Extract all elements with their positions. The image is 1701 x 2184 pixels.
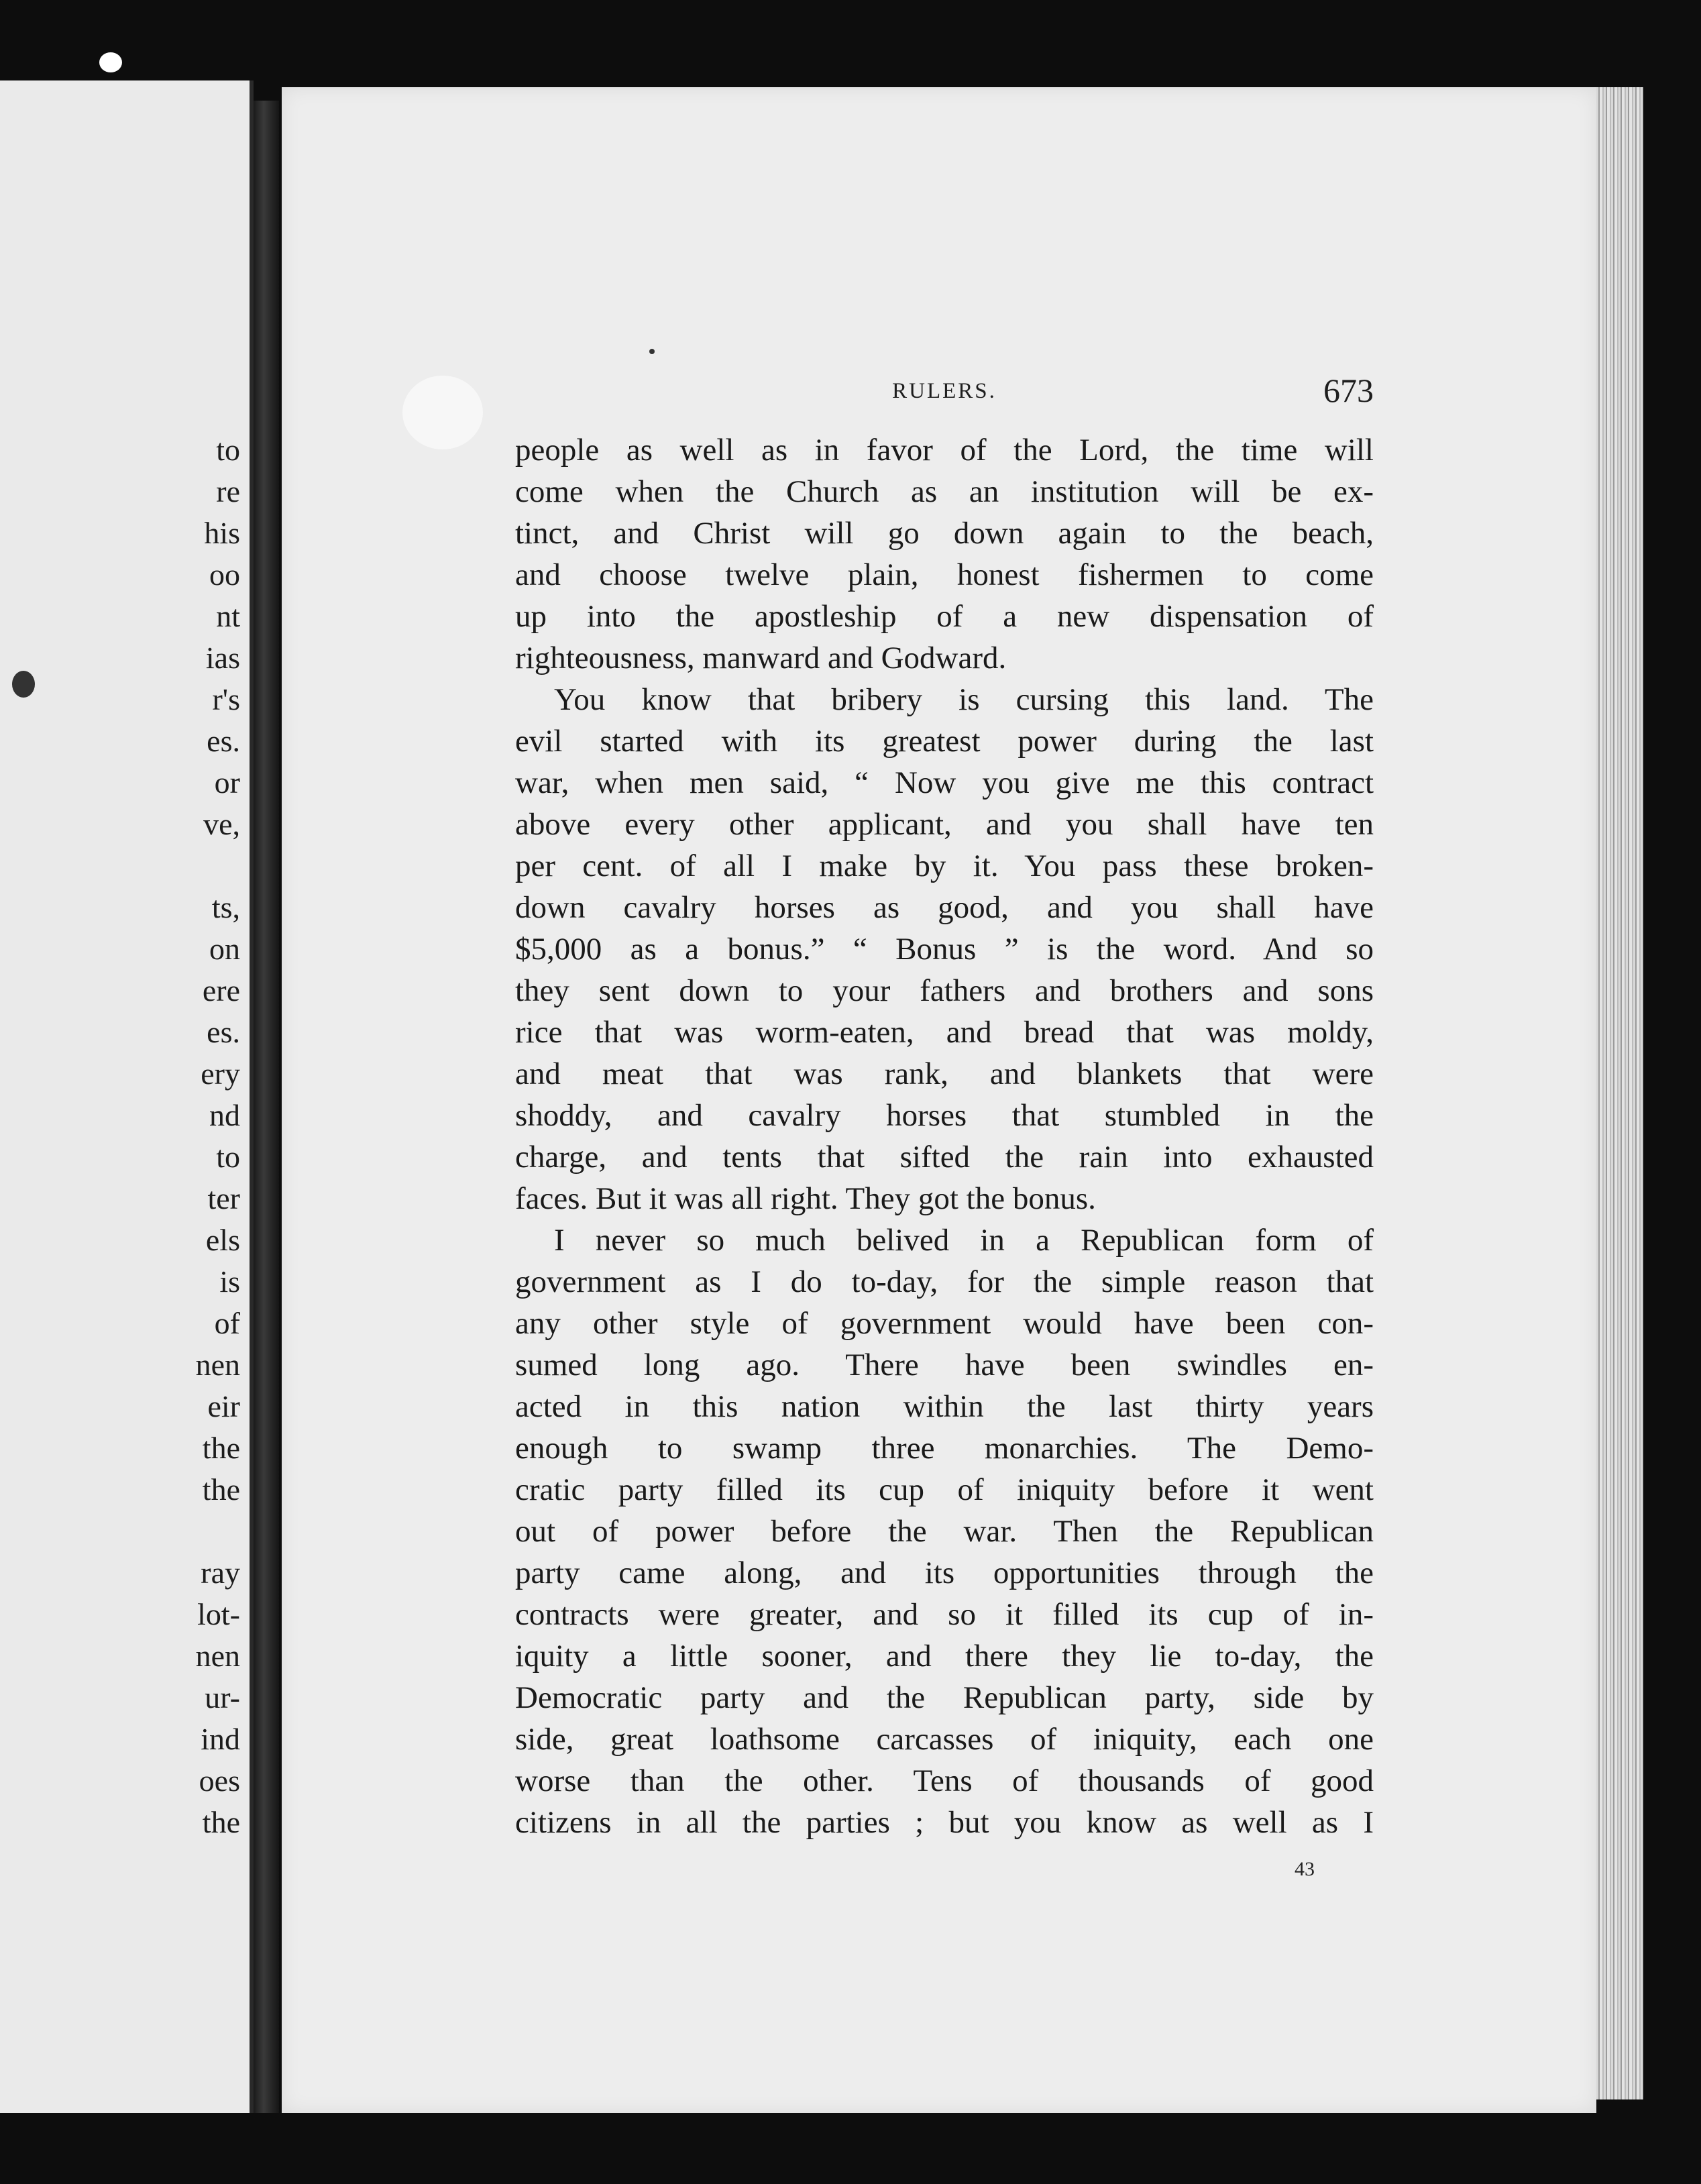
body-text bbox=[515, 429, 1374, 1843]
left-page-fragment: ery bbox=[201, 1056, 240, 1091]
text-line: out of power before the war. Then the Republican bbox=[515, 1514, 1374, 1549]
running-head-title: RULERS. bbox=[892, 379, 997, 403]
left-page-fragment: ias bbox=[205, 641, 240, 675]
left-page-fragment: ts, bbox=[211, 890, 240, 924]
text-line: cratic party filled its cup of iniquity before it went bbox=[515, 1472, 1374, 1507]
text-line: per cent. of all I make by it. You pass these broken- bbox=[515, 849, 1374, 883]
text-line: down cavalry horses as good, and you shall have bbox=[515, 890, 1374, 925]
book-gutter bbox=[254, 101, 279, 2113]
left-page-fragment: ray bbox=[201, 1555, 240, 1590]
text-line: come when the Church as an institution will be ex- bbox=[515, 474, 1374, 509]
text-line: iquity a little sooner, and there they lie to-day, the bbox=[515, 1639, 1374, 1674]
left-page-fragment: ur- bbox=[205, 1680, 240, 1714]
left-page-fragment: ere bbox=[202, 973, 240, 1007]
left-page-fragment: nd bbox=[209, 1098, 240, 1132]
text-line: citizens in all the parties ; but you know as well as I bbox=[515, 1805, 1374, 1840]
text-line: people as well as in favor of the Lord, the time will bbox=[515, 433, 1374, 468]
left-page-fragment: es. bbox=[207, 1015, 240, 1049]
left-page-fragment: lot- bbox=[197, 1597, 240, 1631]
left-page-fragment: nt bbox=[216, 599, 240, 633]
text-line: faces. But it was all right. They got the bonus. bbox=[515, 1181, 1096, 1216]
text-line: up into the apostleship of a new dispensation of bbox=[515, 599, 1374, 634]
left-page-fragment: ind bbox=[201, 1722, 240, 1756]
left-page-text-fragments bbox=[106, 429, 240, 1843]
left-page-fragment: is bbox=[219, 1264, 240, 1299]
scan-speck bbox=[402, 376, 483, 449]
text-line: evil started with its greatest power during the last bbox=[515, 724, 1374, 759]
text-line: and choose twelve plain, honest fishermen to come bbox=[515, 557, 1374, 592]
left-page-fragment: to bbox=[216, 1140, 240, 1174]
text-line: war, when men said, “ Now you give me this contract bbox=[515, 765, 1374, 800]
left-page-fragment: re bbox=[216, 474, 240, 508]
left-page-fragment: of bbox=[214, 1306, 240, 1340]
text-line: above every other applicant, and you shall have ten bbox=[515, 807, 1374, 842]
left-page-fragment: oo bbox=[209, 557, 240, 592]
page-number: 673 bbox=[1323, 372, 1374, 409]
left-page-fragment: the bbox=[202, 1472, 240, 1507]
scan-speck bbox=[649, 349, 655, 354]
text-line: they sent down to your fathers and brothers and sons bbox=[515, 973, 1374, 1008]
text-line: Democratic party and the Republican party, side by bbox=[515, 1680, 1374, 1715]
text-line: acted in this nation within the last thirty years bbox=[515, 1389, 1374, 1424]
left-page-fragment: oes bbox=[199, 1763, 240, 1798]
left-page-fragment bbox=[106, 845, 240, 887]
text-line: I never so much belived in a Republican form of bbox=[554, 1223, 1374, 1258]
left-page-fragment bbox=[106, 1511, 240, 1552]
scan-speck bbox=[12, 671, 35, 698]
signature-mark: 43 bbox=[1295, 1858, 1315, 1880]
left-page bbox=[0, 80, 254, 2113]
text-line: worse than the other. Tens of thousands of good bbox=[515, 1763, 1374, 1798]
left-page-fragment: or bbox=[214, 765, 240, 800]
text-line: and meat that was rank, and blankets that were bbox=[515, 1056, 1374, 1091]
text-line: enough to swamp three monarchies. The Demo- bbox=[515, 1431, 1374, 1466]
running-head bbox=[515, 366, 1374, 413]
text-line: righteousness, manward and Godward. bbox=[515, 641, 1007, 675]
left-page-fragment: nen bbox=[195, 1348, 240, 1382]
text-line: contracts were greater, and so it filled its cup of in- bbox=[515, 1597, 1374, 1632]
text-line: any other style of government would have been con- bbox=[515, 1306, 1374, 1341]
left-page-fragment: nen bbox=[195, 1639, 240, 1673]
left-page-fragment: es. bbox=[207, 724, 240, 758]
left-page-fragment: ter bbox=[207, 1181, 240, 1215]
left-page-fragment: to bbox=[216, 433, 240, 467]
left-page-fragment: the bbox=[202, 1431, 240, 1465]
left-page-fragment: his bbox=[204, 516, 240, 550]
text-line: rice that was worm-eaten, and bread that was moldy, bbox=[515, 1015, 1374, 1050]
text-line: side, great loathsome carcasses of iniquity, each one bbox=[515, 1722, 1374, 1757]
text-line: tinct, and Christ will go down again to the beach, bbox=[515, 516, 1374, 551]
text-line: charge, and tents that sifted the rain into exhausted bbox=[515, 1140, 1374, 1175]
left-page-fragment: ve, bbox=[203, 807, 240, 841]
text-line: sumed long ago. There have been swindles en- bbox=[515, 1348, 1374, 1382]
left-page-fragment: els bbox=[205, 1223, 240, 1257]
text-line: government as I do to-day, for the simple reason that bbox=[515, 1264, 1374, 1299]
left-page-fragment: eir bbox=[207, 1389, 240, 1423]
page-edges bbox=[1596, 87, 1643, 2099]
text-line: party came along, and its opportunities through the bbox=[515, 1555, 1374, 1590]
text-line: $5,000 as a bonus.” “ Bonus ” is the word. And so bbox=[515, 932, 1374, 967]
text-line: shoddy, and cavalry horses that stumbled in the bbox=[515, 1098, 1374, 1133]
left-page-fragment: the bbox=[202, 1805, 240, 1839]
left-page-fragment: r's bbox=[212, 682, 240, 716]
text-line: You know that bribery is cursing this land. The bbox=[554, 682, 1374, 717]
scan-speck bbox=[99, 52, 122, 72]
left-page-fragment: on bbox=[209, 932, 240, 966]
